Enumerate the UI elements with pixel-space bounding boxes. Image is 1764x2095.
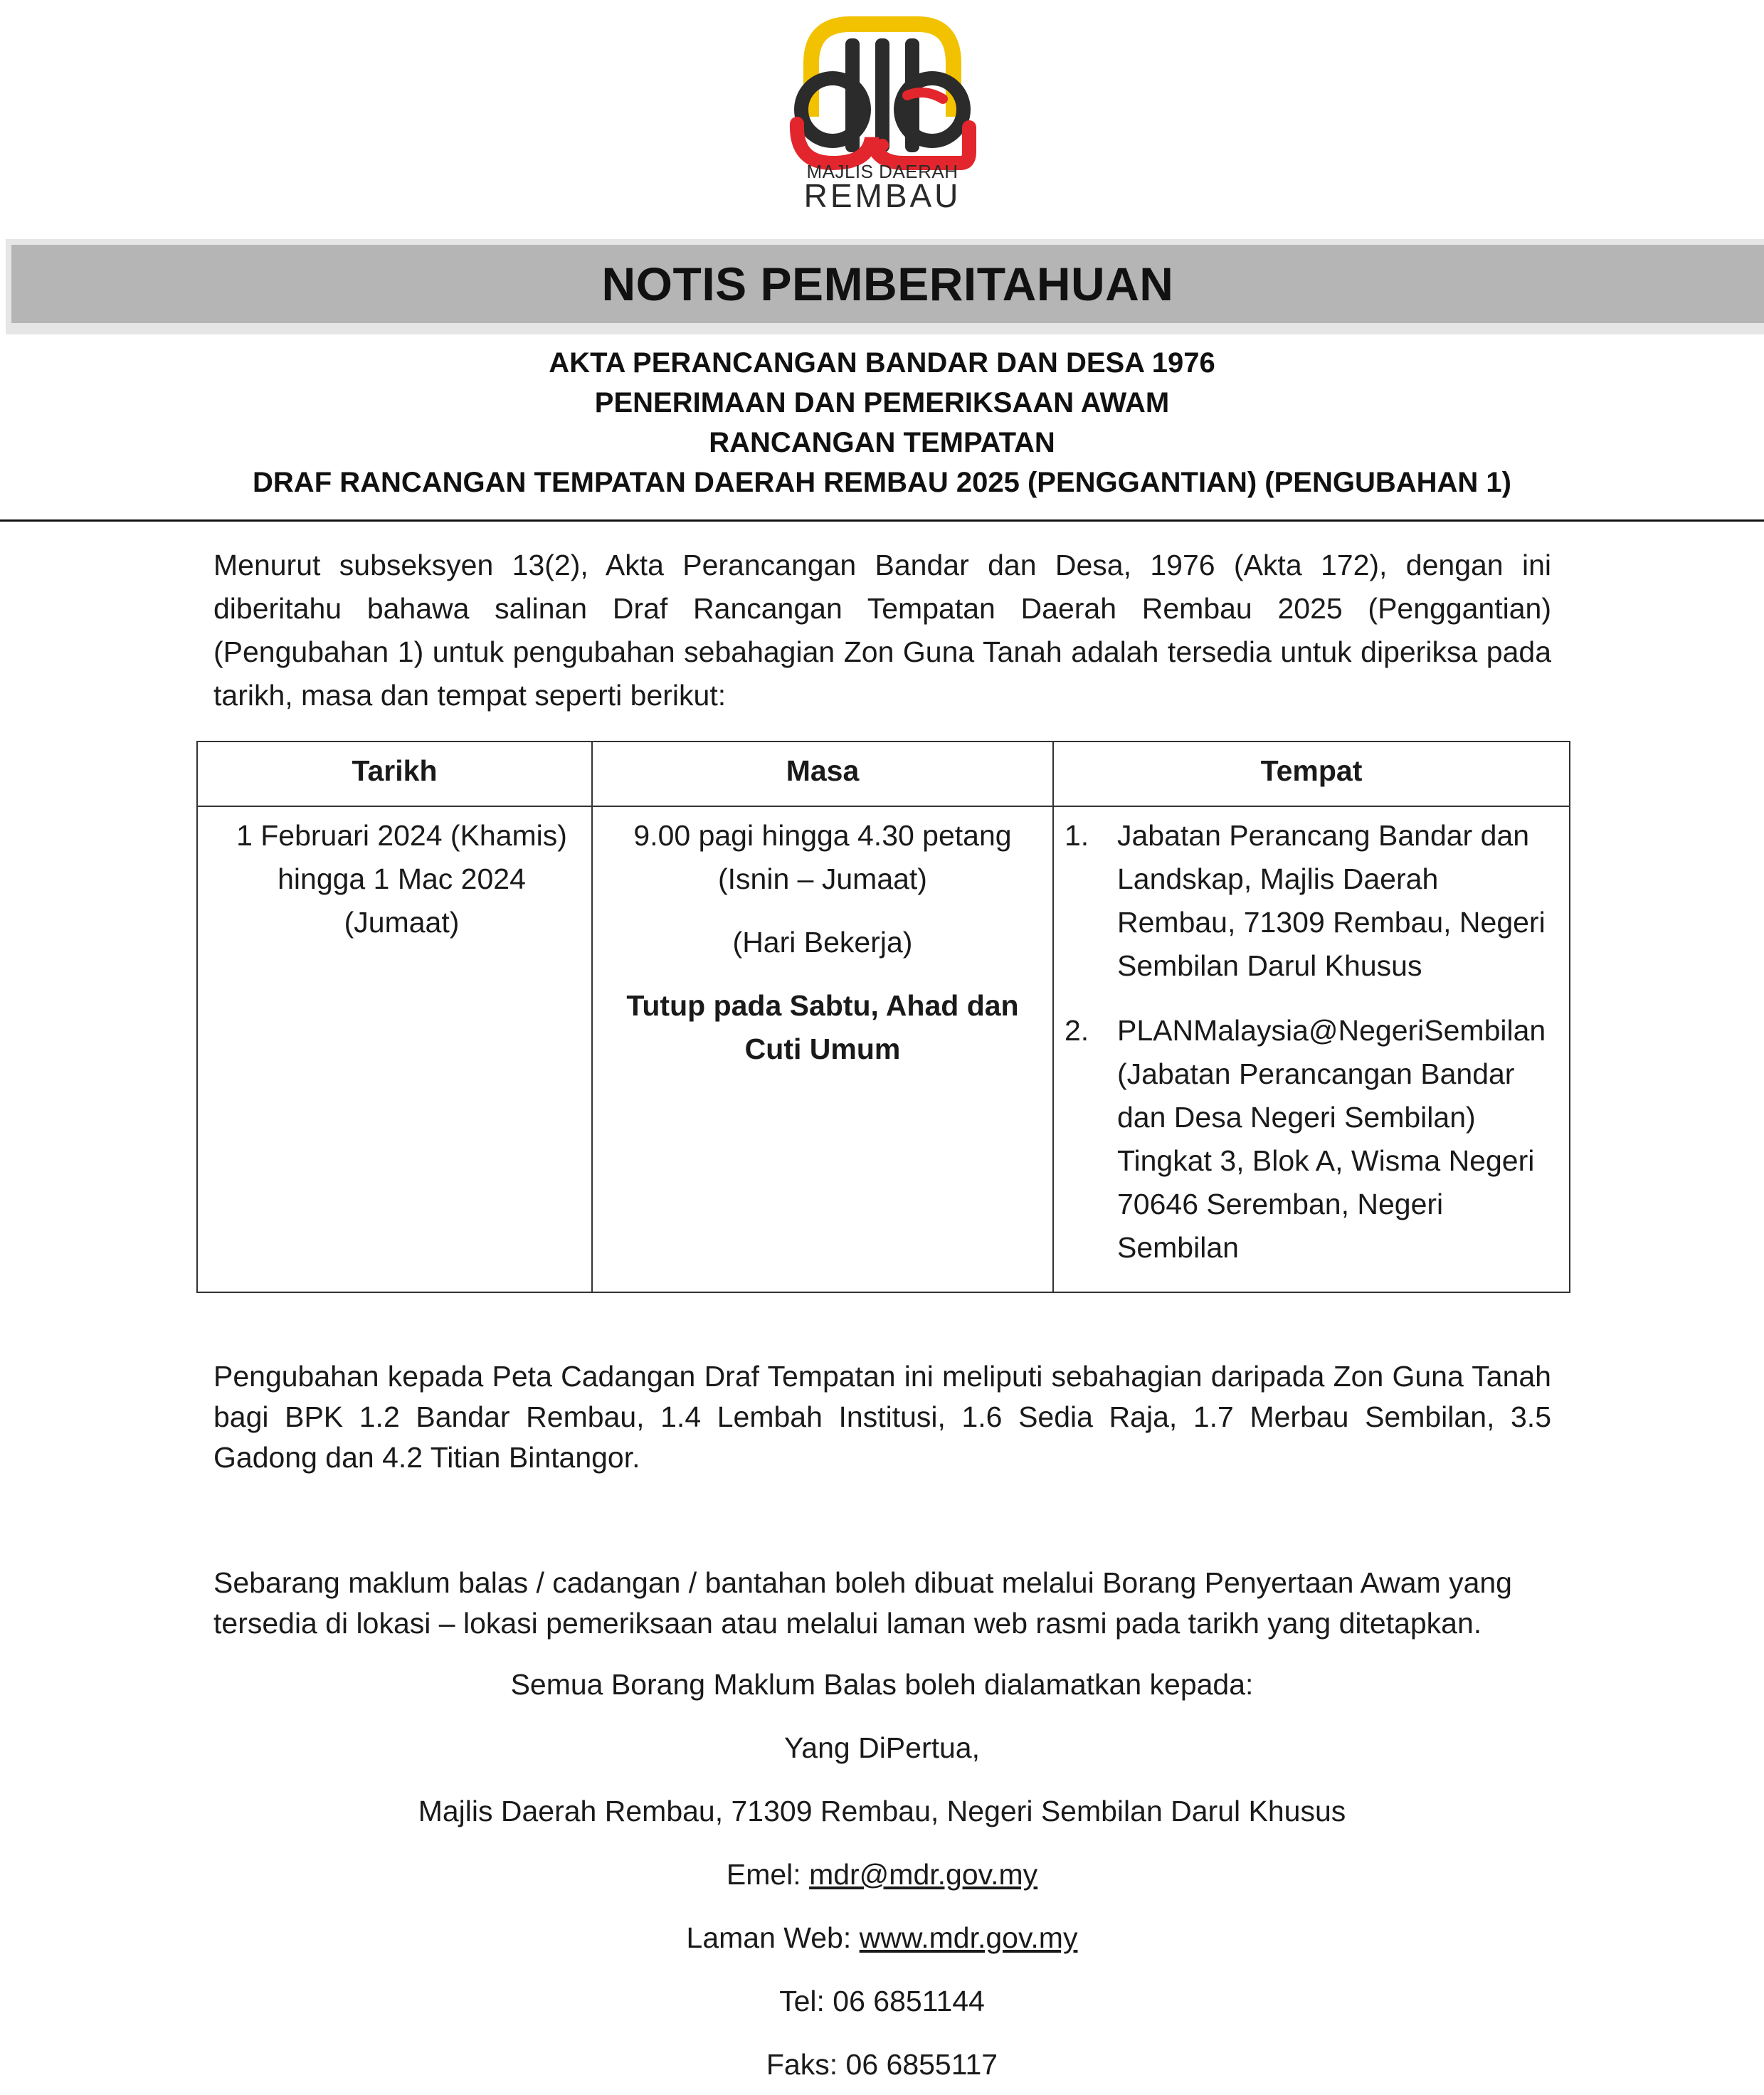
notice-title: NOTIS PEMBERITAHUAN	[601, 258, 1174, 310]
email-link[interactable]: mdr@mdr.gov.my	[809, 1858, 1038, 1891]
email-label: Emel:	[726, 1858, 801, 1891]
tempat-number: 1.	[1065, 819, 1089, 852]
contact-intro: Semua Borang Maklum Balas boleh dialamatkan kepada:	[510, 1668, 1254, 1701]
header-tarikh: Tarikh	[197, 742, 592, 806]
subtitle-draft-plan: DRAF RANCANGAN TEMPATAN DAERAH REMBAU 2025 (PENGGANTIAN) (PENGUBAHAN 1)	[253, 467, 1511, 498]
intro-paragraph: Menurut subseksyen 13(2), Akta Perancangan Bandar dan Desa, 1976 (Akta 172), dengan ini diberitahu bahawa salinan Draf Rancangan Tempatan Daerah Rembau 2025 (Penggantian) (Pengubahan 1) untuk pengubahan sebahagian Zon Guna Tanah adalah tersedia untuk diperiksa pada tarikh, masa dan tempat seperti berikut:	[213, 549, 1551, 712]
subtitle-inspection: PENERIMAAN DAN PEMERIKSAAN AWAM	[594, 387, 1170, 418]
tempat-list	[1055, 814, 1568, 1270]
schedule-table	[196, 741, 1570, 1293]
header-tempat: Tempat	[1053, 742, 1570, 806]
masa-closed: Tutup pada Sabtu, Ahad dan Cuti Umum	[626, 989, 1019, 1065]
subtitle-act: AKTA PERANCANGAN BANDAR DAN DESA 1976	[549, 347, 1215, 379]
schedule-header-row	[197, 742, 1570, 806]
feedback-paragraph: Sebarang maklum balas / cadangan / bantahan boleh dibuat melalui Borang Penyertaan Awam yang tersedia di lokasi – lokasi pemeriksaan atau melalui laman web rasmi pada tarikh yang ditetapkan.	[213, 1566, 1512, 1640]
tempat-number: 2.	[1065, 1014, 1089, 1047]
web-label: Laman Web:	[686, 1921, 852, 1954]
tempat-address: Jabatan Perancang Bandar dan Landskap, Majlis Daerah Rembau, 71309 Rembau, Negeri Sembilan Darul Khusus	[1117, 819, 1546, 982]
list-item	[1065, 814, 1557, 988]
contact-email-line	[0, 1858, 1764, 1891]
masa-hours: 9.00 pagi hingga 4.30 petang (Isnin – Jumaat)	[633, 819, 1012, 895]
header-masa: Masa	[592, 742, 1053, 806]
contact-web-line	[0, 1921, 1764, 1955]
cell-tarikh	[197, 806, 592, 1292]
amendment-paragraph: Pengubahan kepada Peta Cadangan Draf Tempatan ini meliputi sebahagian daripada Zon Guna Tanah bagi BPK 1.2 Bandar Rembau, 1.4 Lembah Institusi, 1.6 Sedia Raja, 1.7 Merbau Sembilan, 3.5 Gadong dan 4.2 Titian Bintangor.	[213, 1360, 1551, 1474]
contact-tel: Tel: 06 6851144	[779, 1985, 985, 2017]
web-link[interactable]: www.mdr.gov.my	[859, 1921, 1078, 1954]
cell-masa	[592, 806, 1053, 1292]
logo-text-rembau: REMBAU	[803, 177, 961, 214]
schedule-row	[197, 806, 1570, 1292]
contact-address: Majlis Daerah Rembau, 71309 Rembau, Negeri Sembilan Darul Khusus	[418, 1795, 1346, 1827]
list-item	[1065, 1009, 1557, 1270]
tempat-address: PLANMalaysia@NegeriSembilan (Jabatan Perancangan Bandar dan Desa Negeri Sembilan) Tingkat 3, Blok A, Wisma Negeri 70646 Seremban, Negeri Sembilan	[1117, 1014, 1546, 1264]
subtitle-local-plan: RANCANGAN TEMPATAN	[709, 427, 1055, 458]
header-divider	[0, 519, 1764, 522]
contact-addressee: Yang DiPertua,	[783, 1731, 980, 1764]
tarikh-text: 1 Februari 2024 (Khamis) hingga 1 Mac 2024 (Jumaat)	[236, 819, 567, 939]
masa-days: (Hari Bekerja)	[732, 926, 913, 959]
contact-fax: Faks: 06 6855117	[766, 2048, 998, 2081]
logo-text-majlis-daerah: MAJLIS DAERAH	[806, 161, 958, 182]
title-banner	[11, 245, 1764, 323]
cell-tempat	[1053, 806, 1570, 1292]
